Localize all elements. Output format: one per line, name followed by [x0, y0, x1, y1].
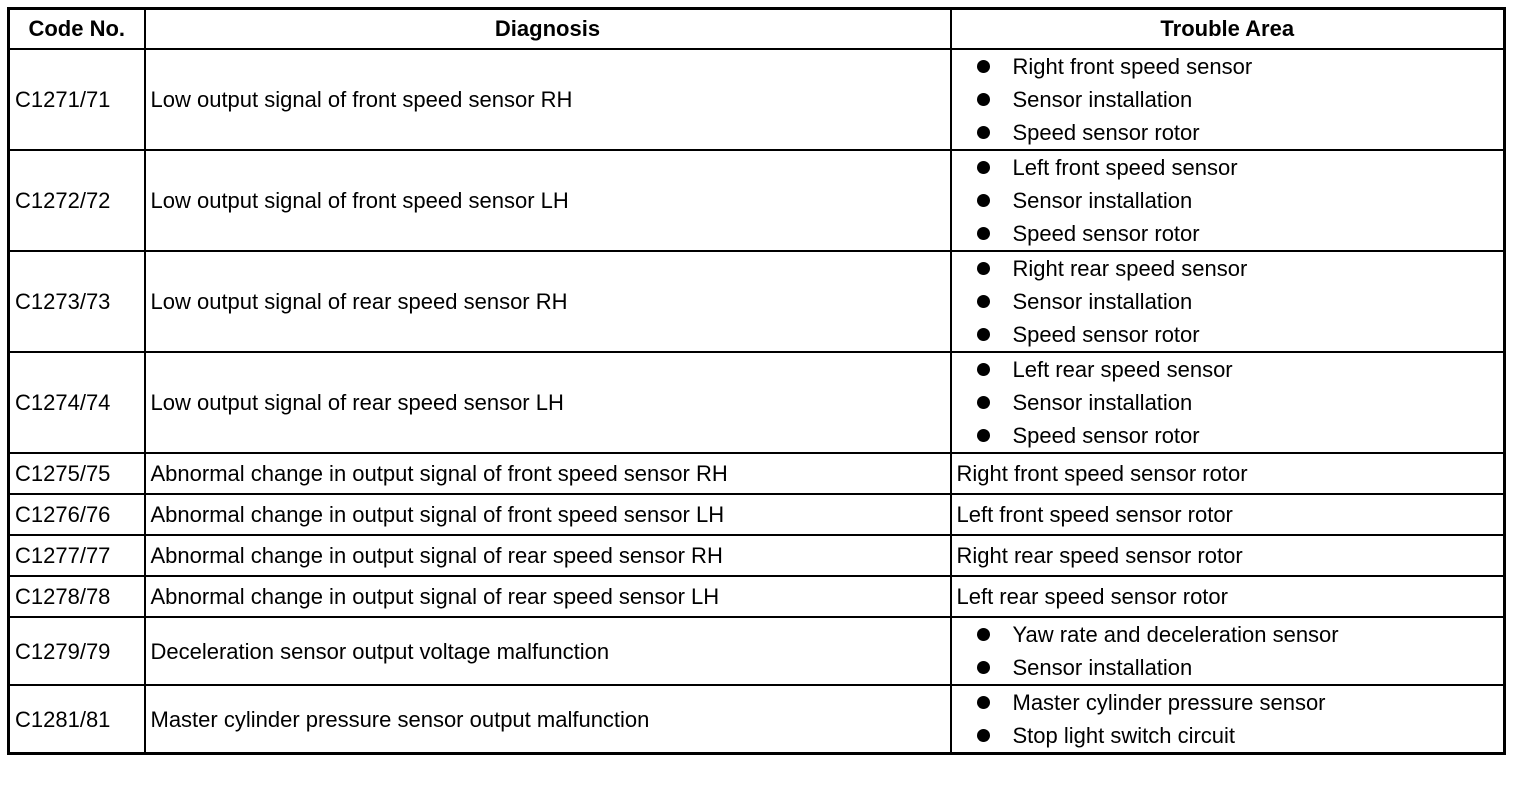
header-diagnosis: Diagnosis [145, 9, 951, 50]
trouble-item: Yaw rate and deceleration sensor [975, 618, 1499, 651]
trouble-area-cell [951, 251, 1505, 352]
diagnosis-cell: Abnormal change in output signal of front speed sensor RH [145, 453, 951, 494]
trouble-item: Right front speed sensor [975, 50, 1499, 83]
trouble-area-cell [951, 49, 1505, 150]
diagnosis-cell: Abnormal change in output signal of rear speed sensor LH [145, 576, 951, 617]
table-row [9, 685, 1505, 754]
trouble-item: Speed sensor rotor [975, 318, 1499, 351]
table-row [9, 617, 1505, 685]
trouble-area-cell: Left rear speed sensor rotor [951, 576, 1505, 617]
table-row [9, 453, 1505, 494]
diagnosis-cell: Master cylinder pressure sensor output malfunction [145, 685, 951, 754]
table-row [9, 494, 1505, 535]
trouble-area-cell: Right rear speed sensor rotor [951, 535, 1505, 576]
diagnostic-code-table [7, 7, 1506, 755]
table-row [9, 49, 1505, 150]
header-trouble-area: Trouble Area [951, 9, 1505, 50]
trouble-area-cell [951, 150, 1505, 251]
trouble-item: Speed sensor rotor [975, 419, 1499, 452]
header-code: Code No. [9, 9, 145, 50]
header-row [9, 9, 1505, 50]
table-row [9, 576, 1505, 617]
code-cell: C1271/71 [9, 49, 145, 150]
trouble-item: Sensor installation [975, 285, 1499, 318]
table-row [9, 535, 1505, 576]
trouble-area-cell [951, 685, 1505, 754]
diagnosis-cell: Low output signal of front speed sensor RH [145, 49, 951, 150]
diagnosis-cell: Low output signal of rear speed sensor LH [145, 352, 951, 453]
code-cell: C1272/72 [9, 150, 145, 251]
trouble-item: Sensor installation [975, 184, 1499, 217]
trouble-item: Sensor installation [975, 83, 1499, 116]
trouble-item: Speed sensor rotor [975, 217, 1499, 250]
code-cell: C1278/78 [9, 576, 145, 617]
trouble-area-cell [951, 352, 1505, 453]
code-cell: C1275/75 [9, 453, 145, 494]
diagnosis-cell: Low output signal of rear speed sensor RH [145, 251, 951, 352]
trouble-item: Stop light switch circuit [975, 719, 1499, 752]
trouble-list [957, 252, 1499, 351]
diagnosis-cell: Low output signal of front speed sensor LH [145, 150, 951, 251]
trouble-list [957, 353, 1499, 452]
diagnosis-cell: Abnormal change in output signal of rear speed sensor RH [145, 535, 951, 576]
trouble-list [957, 50, 1499, 149]
trouble-item: Speed sensor rotor [975, 116, 1499, 149]
diagnosis-cell: Deceleration sensor output voltage malfunction [145, 617, 951, 685]
trouble-list [957, 618, 1499, 684]
code-cell: C1279/79 [9, 617, 145, 685]
code-cell: C1276/76 [9, 494, 145, 535]
table-row [9, 352, 1505, 453]
table-row [9, 150, 1505, 251]
trouble-item: Right rear speed sensor [975, 252, 1499, 285]
trouble-item: Sensor installation [975, 651, 1499, 684]
code-cell: C1281/81 [9, 685, 145, 754]
trouble-item: Sensor installation [975, 386, 1499, 419]
diagnosis-cell: Abnormal change in output signal of front speed sensor LH [145, 494, 951, 535]
trouble-area-cell [951, 617, 1505, 685]
trouble-item: Left front speed sensor [975, 151, 1499, 184]
trouble-list [957, 151, 1499, 250]
trouble-area-cell: Left front speed sensor rotor [951, 494, 1505, 535]
trouble-list [957, 686, 1499, 752]
code-cell: C1273/73 [9, 251, 145, 352]
table-row [9, 251, 1505, 352]
code-cell: C1277/77 [9, 535, 145, 576]
trouble-item: Master cylinder pressure sensor [975, 686, 1499, 719]
trouble-area-cell: Right front speed sensor rotor [951, 453, 1505, 494]
code-cell: C1274/74 [9, 352, 145, 453]
trouble-item: Left rear speed sensor [975, 353, 1499, 386]
